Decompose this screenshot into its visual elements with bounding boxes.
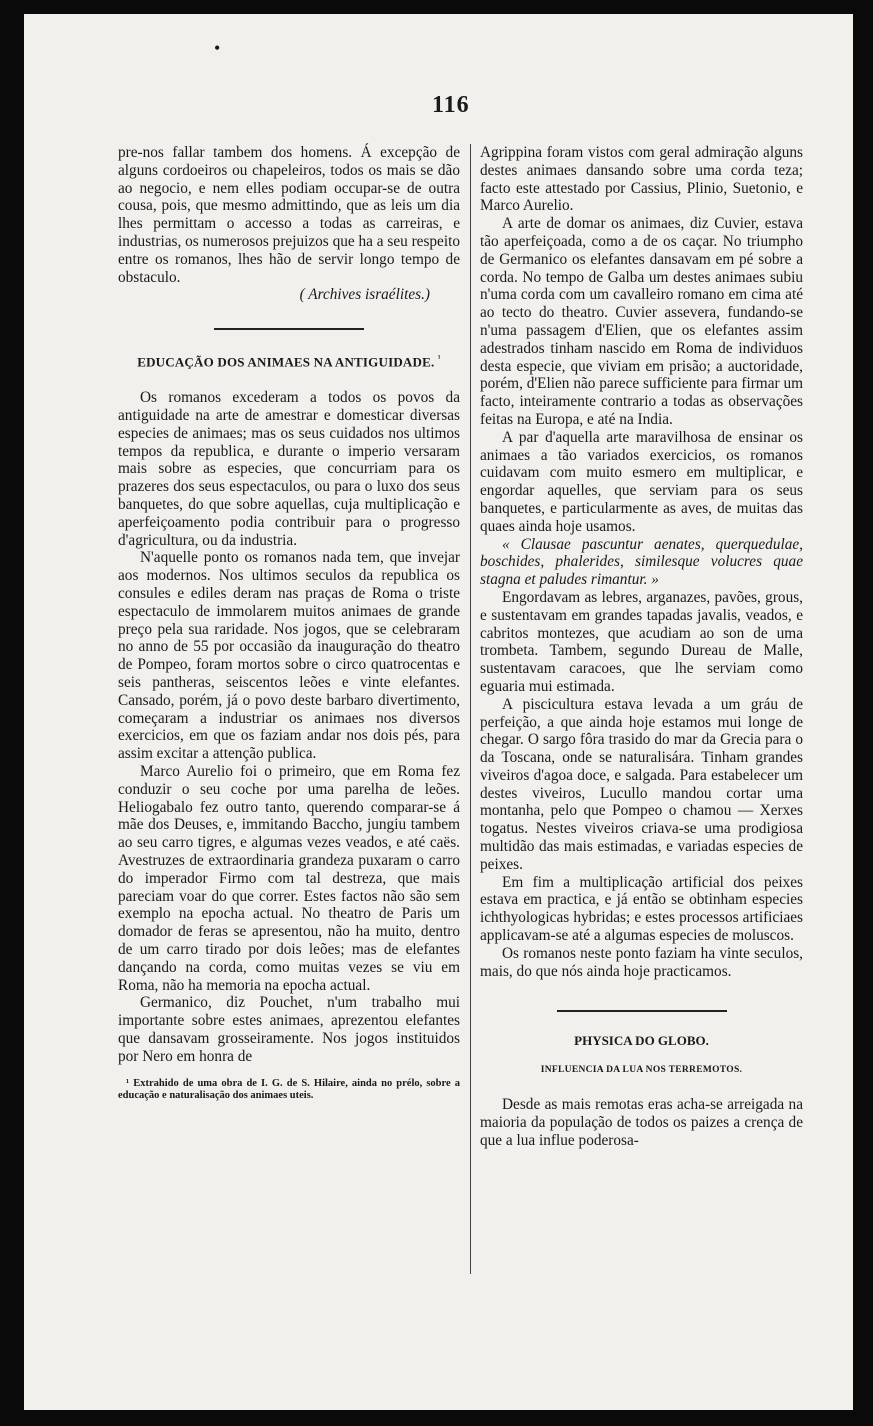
footnote-ref: ¹ [437,353,441,364]
paragraph: Engordavam as lebres, arganazes, pavões, grous, e sustentavam em grandes tapadas javalis, veados, e cabritos montezes, que acudiam ao son de uma trombeta. Tambem, segundo Dureau de Malle, sustentavam caracoes, que lhe serviam como eguaria mui estimada. [480,588,803,695]
paragraph: Desde as mais remotas eras acha-se arreigada na maioria da população de todos os paizes a crença de que a lua influe poderosa- [480,1096,803,1149]
paragraph: Agrippina foram vistos com geral admiração alguns destes animaes dansando sobre uma corda teza; facto este attestado por Cassius, Plinio, Suetonio, e Marco Aurelio. [480,144,803,215]
paragraph: Os romanos excederam a todos os povos da antiguidade na arte de amestrar e domesticar diversas especies de animaes; mas os seus cuidados nos ultimos tempos da republica, e durante o imperio versaram mais sobre as especies, que concurriam para os prazeres dos seus espectaculos, ou para o luxo dos seus banquetes, do que sobre aquellas, cuja multiplicação e aperfeiçoamento podia contribuir para o progresso d'agricultura, ou da industria. [118,389,460,549]
left-column [118,144,460,1102]
article-heading: EDUCAÇÃO DOS ANIMAES NA ANTIGUIDADE. $^{^1}$ [137,353,441,370]
source-signature: ( Archives israélites.) [299,286,430,304]
section-divider [214,328,364,330]
paragraph: N'aquelle ponto os romanos nada tem, que invejar aos modernos. Nos ultimos seculos da republica os consules e ediles deram nas praças de Roma o triste espectaculo de immolarem muitos animaes de grande preço pela sua raridade. Nos jogos, que se celebraram no anno de 55 por occasião da inauguração do theatro de Pompeo, foram mortos sobre o circo quatrocentas e seis pantheras, seiscentos leões e vinte elefantes. Cansado, porém, já o povo deste barbaro divertimento, começaram a industriar os animaes nos diversos exercicios, em que os faziam andar nos dois pés, para assim excitar a attenção publica. [118,549,460,763]
paragraph: A arte de domar os animaes, diz Cuvier, estava tão aperfeiçoada, como a de os caçar. No triumpho de Germanico os elefantes dansavam em pé sobre a corda. No tempo de Galba um destes animaes subiu n'uma corda com um cavalleiro romano em cima até ao tecto do theatro. Cuvier assevera, fundando-se n'uma passagem d'Elien, que os elefantes assim adestrados tinham nascido em Roma de individuos desta especie, que viviam em prisão; a auctoridade, porém, d'Elien não parece sufficiente para firmar um facto, inteiramente contrario a todas as observações feitas na Europa, e até na India. [480,215,803,428]
paragraph: Germanico, diz Pouchet, n'um trabalho mui importante sobre estes animaes, aprezentou elefantes que dansavam grosseiramente. Nos jogos instituidos por Nero em honra de [118,994,460,1065]
section-heading: PHYSICA DO GLOBO. [574,1033,709,1049]
footnote: ¹ Extrahido de uma obra de I. G. de S. Hilaire, ainda no prélo, sobre a educação e naturalisação dos animaes uteis. [118,1077,460,1101]
paragraph: A piscicultura estava levada a um gráu de perfeição, a que ainda hoje estamos mui longe de chegar. O sargo fôra trasido do mar da Grecia para o da Toscana, onde se naturalisára. Tinham grandes viveiros d'agoa doce, e salgada. Para estabelecer um destes viveiros, Lucullo mandou cortar uma montanha, pelo que Pompeo o chamou — Xerxes togatus. Nestes viveiros criava-se uma prodigiosa multidão das mais estimadas, e variadas especies de peixes. [480,695,803,873]
section-divider [557,1010,727,1012]
column-rule [470,144,471,1274]
right-column [480,144,803,1149]
ink-speck: • [214,38,221,58]
page [24,14,853,1410]
paragraph: A par d'aquella arte maravilhosa de ensinar os animaes a tão variados exercicios, os romanos cuidavam com muito esmero em multiplicar, e engordar aquelles, que serviam para os seus banquetes, e particularmente as aves, de muitas das quaes ainda hoje usamos. [480,428,803,535]
page-number: 116 [432,92,470,118]
footnote-mark: ¹ [126,1077,130,1089]
paragraph: Os romanos neste ponto faziam ha vinte seculos, mais, do que nós ainda hoje practicamos. [480,944,803,980]
latin-quote: « Clausae pascuntur aenates, querquedulae, boschides, phalerides, similesque volucres quae stagna et paludes rimantur. » [480,535,803,589]
paragraph: Marco Aurelio foi o primeiro, que em Roma fez conduzir o seu coche por uma parelha de leões. Heliogabalo fez outro tanto, querendo comparar-se á mãe dos Deuses, e, immitando Baccho, jungiu tambem ao seu carro tigres, e algumas vezes veados, e até caës. Avestruzes de extraordinaria grandeza puxaram o carro do imperador Firmo com tal destreza, que mais pareciam voar do que correr. Estes factos não são sem exemplo na epocha actual. No theatro de Paris um domador de feras se apresentou, não ha muito, dentro de um carro tirado por dois leões; mas de elefantes dançando na corda, como muitas vezes se viu em Roma, não ha memoria na epocha actual. [118,763,460,994]
paragraph: pre-nos fallar tambem dos homens. Á excepção de alguns cordoeiros ou chapeleiros, todos os mais se dão ao negocio, e nem elles podiam occupar-se de outra cousa, pois, que mesmo admittindo, que as leis um dia lhes permittam o accesso a todas as carreiras, e industrias, os numerosos prejuizos que ha a seu respeito entre os romanos, lhes hão de servir longo tempo de obstaculo. [118,144,460,286]
paragraph: Em fim a multiplicação artificial dos peixes estava em practica, e já então se obtinham especies ichthyologicas hybridas; e estes processos artificiaes applicavam-se até a algumas especies de moluscos. [480,873,803,945]
article-subheading: INFLUENCIA DA LUA NOS TERREMOTOS. [540,1065,743,1076]
